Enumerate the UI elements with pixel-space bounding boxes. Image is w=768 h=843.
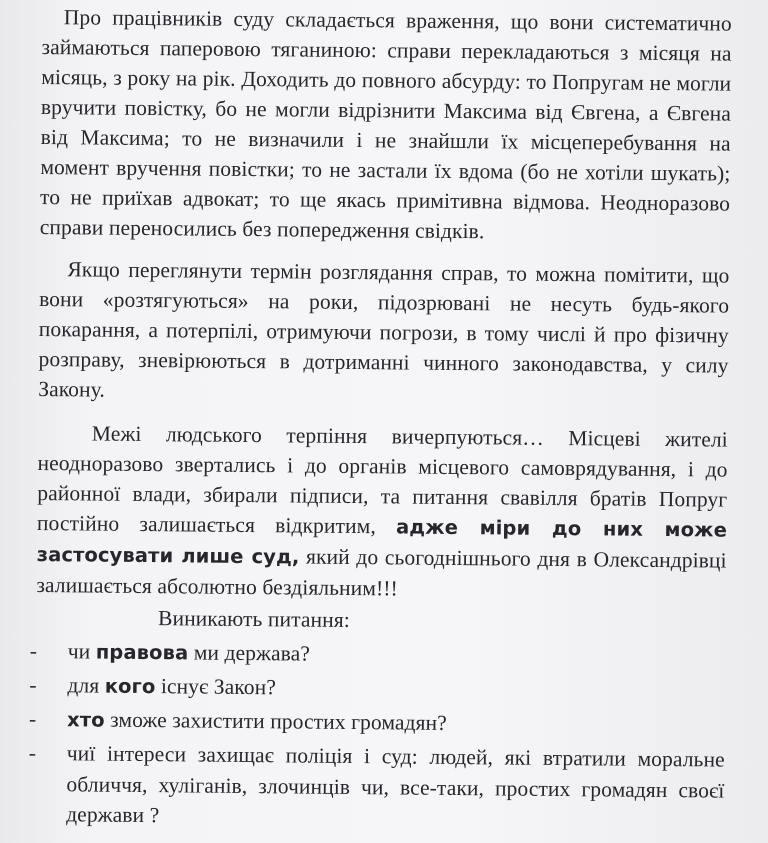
paragraph-1: Про працівників суду складається враження, що вони систематично займаються паперовою тяганиною: справи перекладаються з місяця на місяць, з року на рік. Доходить до повного абсурду: то Попругам не могли вручити повістку, бо не могли відрізнити Максима від Євгена, а Євгена від Максима; то не визначили і не знайшли їх місцеперебування на момент вручення повістки; то не застали їх вдома (бо не хотіли шукать); то не приїхав адвокат; то ще якась примітивна відмова. Неодноразово справи переносились без попередження свідків. [39, 5, 732, 244]
question-text-end: існує Закон? [155, 674, 277, 700]
question-text-end: чиї інтереси захищає поліція і суд: людей, які втратили моральне обличчя, хуліганів, злочинців чи, все-таки, простих громадян своєї держави ? [66, 741, 725, 828]
document-text [28, 2, 732, 839]
list-item [29, 636, 726, 674]
dash-bullet: - [29, 706, 37, 731]
paragraph-3-text: Межі людського терпіння вичерпуються… Місцеві жителі неодноразово звертались і до органів місцевого самоврядування, і до районної влади, збирали підписи, та питання свавілля братів Попруг постійно залишається відкритим, [36, 421, 728, 539]
questions-list [28, 636, 726, 836]
paragraph-2: Якщо переглянути термін розглядання справ, то можна помітити, що вони «розтягуються» на роки, підозрювані не несуть будь-якого покарання, а потерпілі, отримуючи погрози, в тому числі й про фізичну розправу, зневірюються в дотриманні чинного законодавства, у силу Закону. [38, 257, 730, 402]
paragraph-3-bold-text: адже міри до них може застосувати лише суд, [36, 515, 728, 569]
dash-bullet: - [28, 740, 37, 765]
list-item [29, 670, 725, 708]
question-text: для [67, 673, 105, 698]
list-item [28, 738, 725, 836]
paragraph-3-text-end: який до сьогоднішнього дня в Олександрівці залишається абсолютно бездіяльним!!! [36, 544, 727, 601]
question-bold-text: кого [104, 674, 156, 699]
paragraph-3 [36, 418, 728, 607]
questions-heading: Виникають питання: [157, 606, 350, 632]
question-bold-text: правова [95, 640, 189, 665]
dash-bullet: - [29, 638, 38, 663]
question-text: чи [67, 639, 96, 664]
dash-bullet: - [29, 672, 37, 697]
list-item [29, 704, 725, 742]
question-bold-text: хто [67, 708, 105, 732]
question-text-end: ми держава? [188, 640, 311, 666]
question-text-end: зможе захистити простих громадян? [104, 707, 447, 735]
